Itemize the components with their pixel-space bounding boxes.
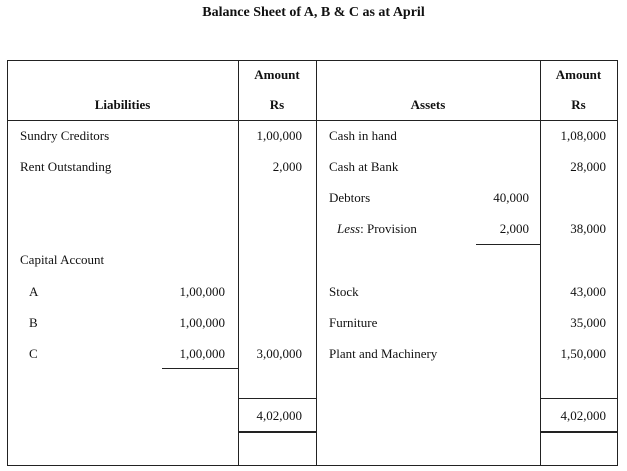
partner-b-label: B [29,315,38,330]
liabilities-total-rule-bottom [238,431,316,433]
liabilities-total-rule-top [238,398,316,399]
rent-outstanding-amount: 2,000 [272,159,302,174]
plant-machinery-label: Plant and Machinery [329,346,438,361]
page-title: Balance Sheet of A, B & C as at April [202,5,425,20]
liabilities-header: Liabilities [94,97,151,112]
furniture-label: Furniture [329,315,378,330]
stock-label: Stock [329,284,359,299]
table-bottom-border [7,465,618,466]
capital-total-amount: 3,00,000 [256,346,302,361]
header-divider [7,120,618,121]
provision-label [337,222,417,235]
cash-at-bank-amount: 28,000 [570,159,606,174]
debtors-label: Debtors [329,190,371,205]
currency-header-liabilities: Rs [269,97,285,112]
amount-header-assets: Amount [555,67,602,82]
table-top-border [7,60,618,61]
provision-amount: 2,000 [499,221,529,236]
sundry-creditors-amount: 1,00,000 [256,128,302,143]
amount-header-liabilities: Amount [254,67,300,82]
assets-total-rule-bottom [540,431,617,433]
cash-in-hand-label: Cash in hand [329,128,397,143]
provision-text: : Provision [360,221,417,236]
rent-outstanding-label: Rent Outstanding [20,159,112,174]
plant-machinery-amount: 1,50,000 [560,346,606,361]
sundry-creditors-label: Sundry Creditors [20,128,110,143]
partner-c-label: C [29,346,38,361]
currency-header-assets: Rs [571,97,586,112]
stock-amount: 43,000 [570,284,606,299]
debtors-amount: 40,000 [493,190,529,205]
cash-at-bank-label: Cash at Bank [329,159,399,174]
provision-subtotal-rule [476,244,540,245]
partner-a-label: A [29,284,39,299]
less-prefix: Less [337,221,361,236]
furniture-amount: 35,000 [570,315,606,330]
net-debtors-amount: 38,000 [570,221,606,236]
partner-a-amount: 1,00,000 [179,284,225,299]
liabilities-total-amount: 4,02,000 [256,408,302,423]
assets-header: Assets [410,97,446,112]
partners-subtotal-rule [162,368,238,369]
partner-c-amount: 1,00,000 [179,346,225,361]
cash-in-hand-amount: 1,08,000 [560,128,606,143]
assets-total-rule-top [540,398,617,399]
capital-account-label: Capital Account [20,252,105,267]
assets-total-amount: 4,02,000 [560,408,606,423]
partner-b-amount: 1,00,000 [179,315,225,330]
